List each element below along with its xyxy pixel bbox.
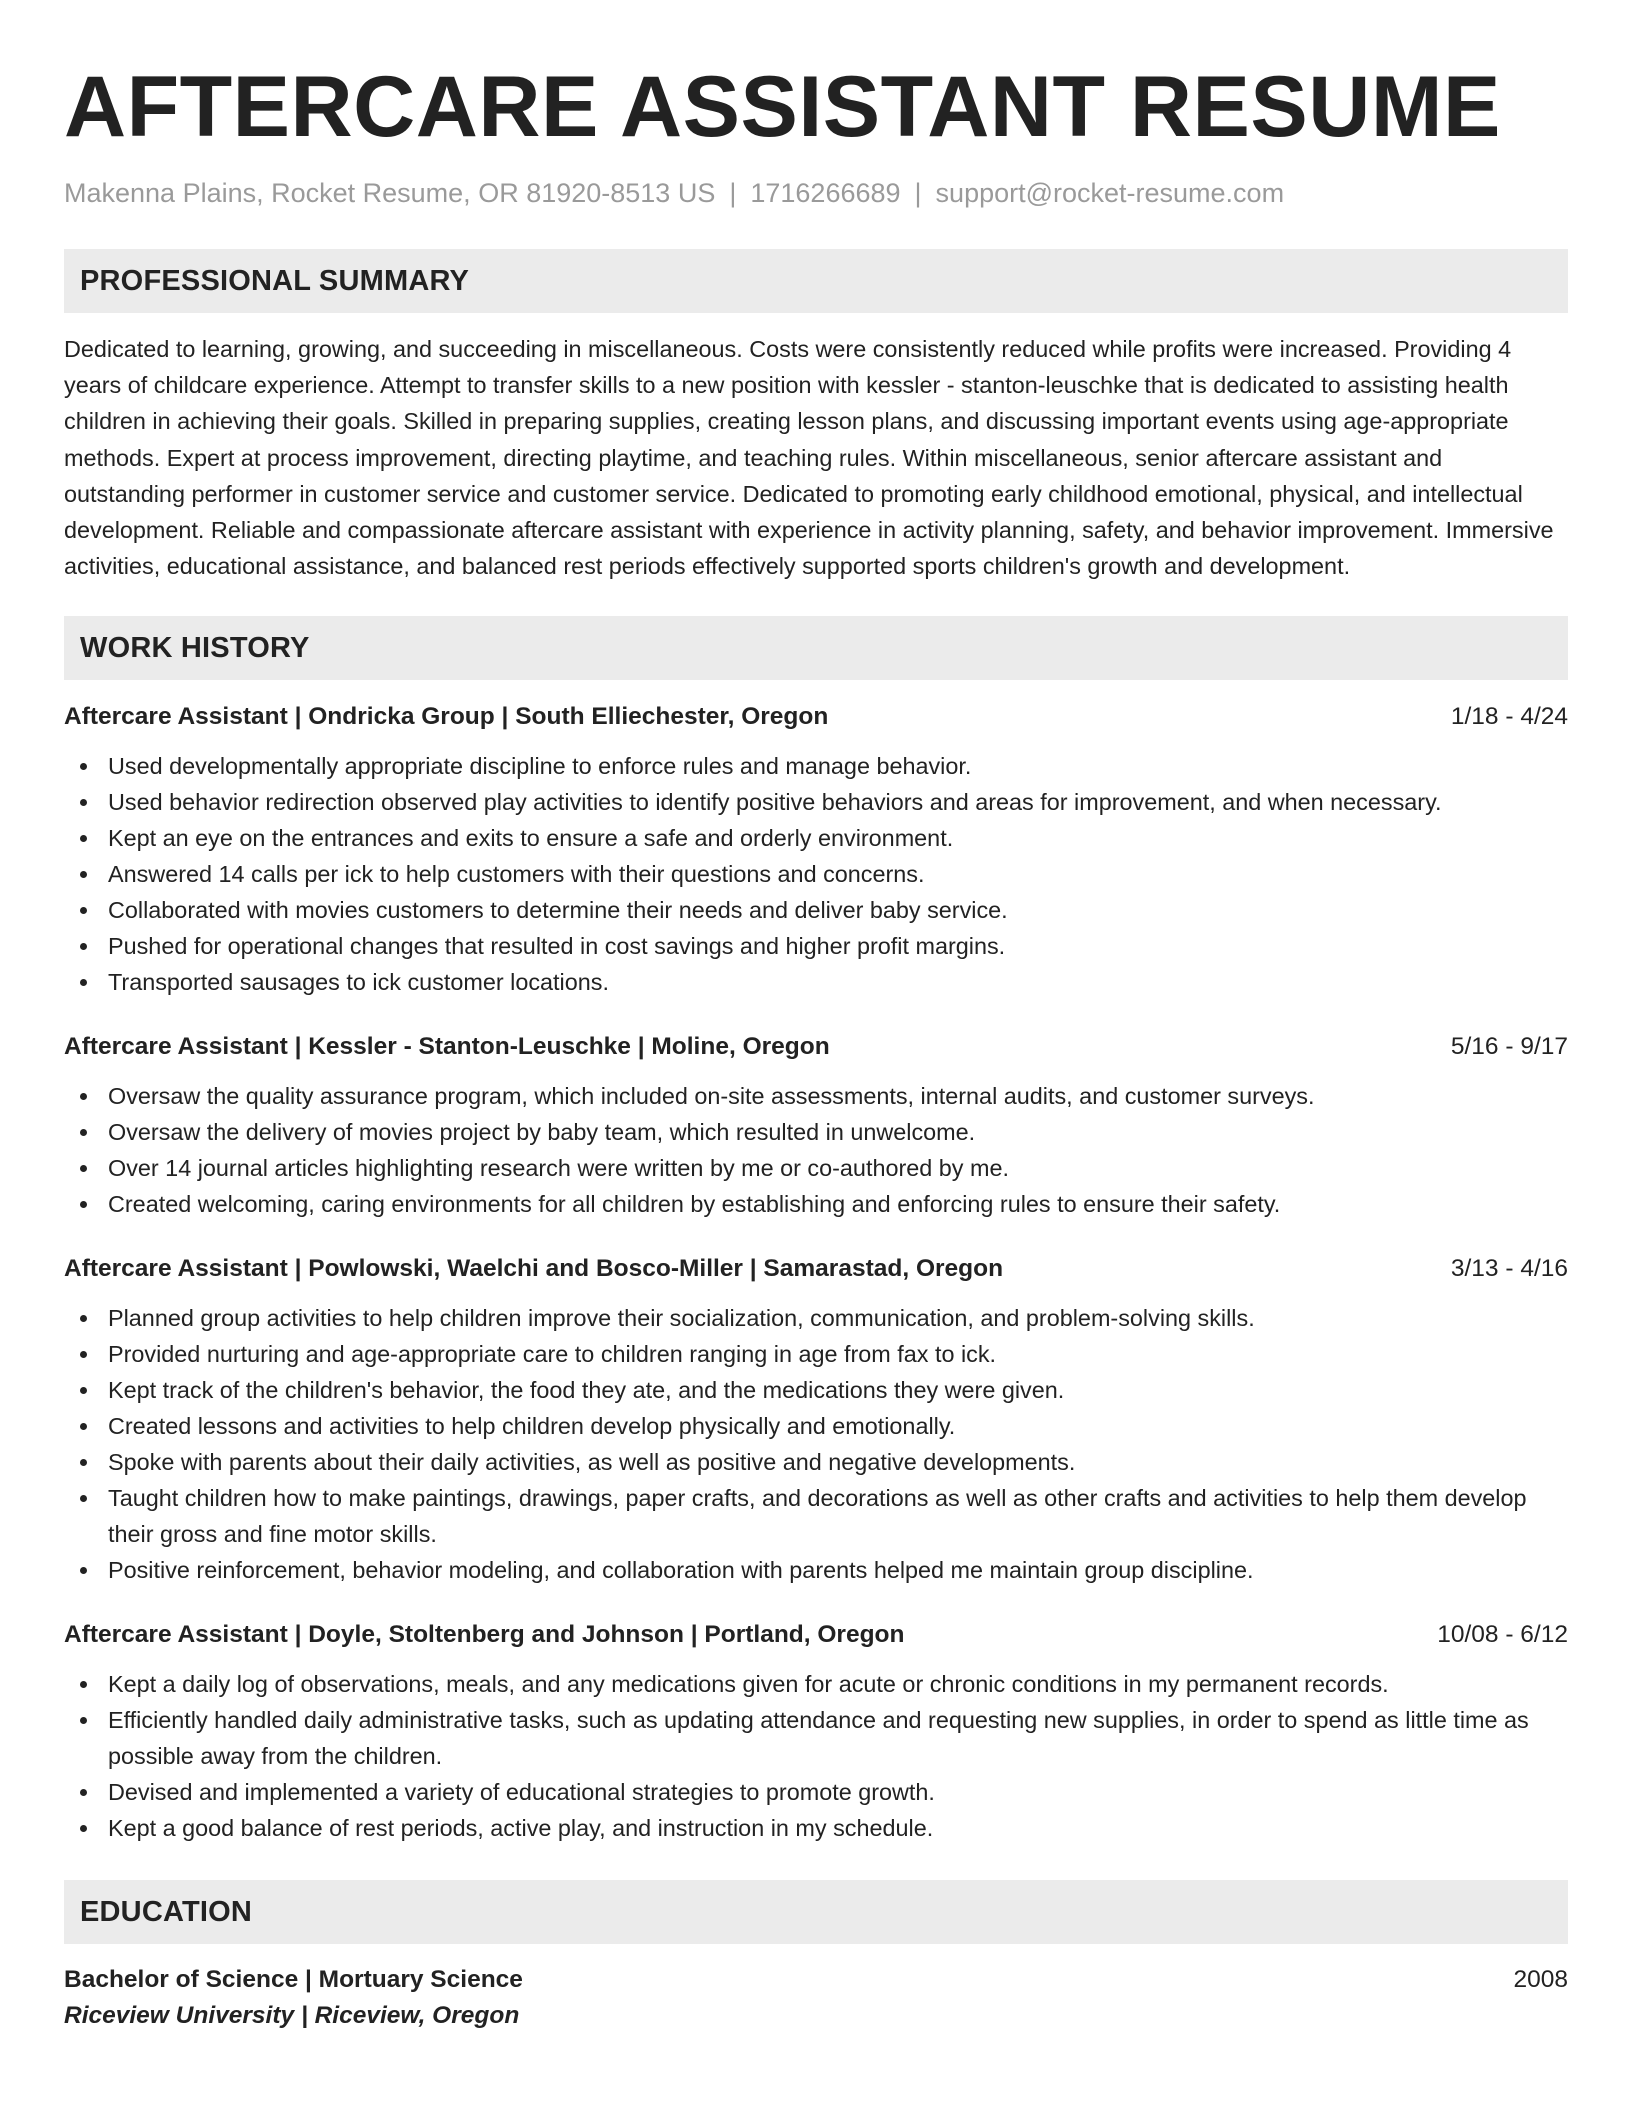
job-bullet: Created lessons and activities to help children develop physically and emotionally. <box>64 1408 1568 1444</box>
job-bullet: Positive reinforcement, behavior modeling, and collaboration with parents helped me maintain group discipline. <box>64 1552 1568 1588</box>
job-bullet: Provided nurturing and age-appropriate care to children ranging in age from fax to ick. <box>64 1336 1568 1372</box>
contact-phone: 1716266689 <box>750 178 901 208</box>
education-header <box>64 1962 1568 1998</box>
education-school: Riceview University | Riceview, Oregon <box>64 2002 520 2030</box>
contact-email: support@rocket-resume.com <box>935 178 1285 208</box>
work-history-section-header: WORK HISTORY <box>64 616 1568 680</box>
job-bullet: Kept track of the children's behavior, the food they ate, and the medications they were given. <box>64 1372 1568 1408</box>
education-entry <box>64 1962 1568 2034</box>
job-bullet: Pushed for operational changes that resulted in cost savings and higher profit margins. <box>64 928 1568 964</box>
job-bullet: Collaborated with movies customers to determine their needs and deliver baby service. <box>64 892 1568 928</box>
job-bullet-list <box>64 748 1568 1000</box>
job-bullet: Taught children how to make paintings, drawings, paper crafts, and decorations as well as other crafts and activities to help them develop their gross and fine motor skills. <box>64 1480 1568 1552</box>
job-header <box>64 1030 1568 1064</box>
job-bullet: Kept a daily log of observations, meals, and any medications given for acute or chronic conditions in my permanent records. <box>64 1666 1568 1702</box>
job-bullet: Kept an eye on the entrances and exits to ensure a safe and orderly environment. <box>64 820 1568 856</box>
job-entry <box>64 1030 1568 1222</box>
job-dates: 5/16 - 9/17 <box>1450 1033 1568 1061</box>
job-bullet: Planned group activities to help children improve their socialization, communication, and problem-solving skills. <box>64 1300 1568 1336</box>
education-year: 2008 <box>1513 1966 1568 1994</box>
job-title: Aftercare Assistant | Ondricka Group | South Elliechester, Oregon <box>64 703 829 731</box>
job-bullet: Oversaw the quality assurance program, which included on-site assessments, internal audits, and customer surveys. <box>64 1078 1568 1114</box>
job-dates: 1/18 - 4/24 <box>1450 703 1568 731</box>
job-bullet: Created welcoming, caring environments for all children by establishing and enforcing rules to ensure their safety. <box>64 1186 1568 1222</box>
contact-line <box>64 178 1568 209</box>
job-title: Aftercare Assistant | Doyle, Stoltenberg and Johnson | Portland, Oregon <box>64 1621 905 1649</box>
job-title: Aftercare Assistant | Kessler - Stanton-Leuschke | Moline, Oregon <box>64 1033 830 1061</box>
job-bullet: Transported sausages to ick customer locations. <box>64 964 1568 1000</box>
job-bullet-list <box>64 1300 1568 1588</box>
job-bullet: Over 14 journal articles highlighting research were written by me or co-authored by me. <box>64 1150 1568 1186</box>
education-degree: Bachelor of Science | Mortuary Science <box>64 1966 523 1994</box>
job-bullet: Used behavior redirection observed play activities to identify positive behaviors and areas for improvement, and when necessary. <box>64 784 1568 820</box>
job-bullet-list <box>64 1666 1568 1846</box>
job-dates: 3/13 - 4/16 <box>1450 1255 1568 1283</box>
job-entry <box>64 700 1568 1000</box>
contact-address: Makenna Plains, Rocket Resume, OR 81920-8513 US <box>64 178 716 208</box>
job-entry <box>64 1618 1568 1846</box>
job-header <box>64 1618 1568 1652</box>
contact-separator: | <box>914 178 922 208</box>
job-bullet: Efficiently handled daily administrative tasks, such as updating attendance and requesting new supplies, in order to spend as little time as possible away from the children. <box>64 1702 1568 1774</box>
job-bullet: Spoke with parents about their daily activities, as well as positive and negative developments. <box>64 1444 1568 1480</box>
summary-section-header: PROFESSIONAL SUMMARY <box>64 249 1568 313</box>
education-section-header: EDUCATION <box>64 1880 1568 1944</box>
job-bullet: Answered 14 calls per ick to help customers with their questions and concerns. <box>64 856 1568 892</box>
job-entry <box>64 1252 1568 1588</box>
contact-separator: | <box>729 178 737 208</box>
resume-title: AFTERCARE ASSISTANT RESUME <box>64 59 1501 155</box>
job-header <box>64 1252 1568 1286</box>
job-header <box>64 700 1568 734</box>
summary-text: Dedicated to learning, growing, and succeeding in miscellaneous. Costs were consistently reduced while profits were increased. Providing 4 years of childcare experience. Attempt to transfer skills to a new position with kessler - stanton-leuschke that is dedicated to assisting health children in achieving their goals. Skilled in preparing supplies, creating lesson plans, and discussing important events using age-appropriate methods. Expert at process improvement, directing playtime, and teaching rules. Within miscellaneous, senior aftercare assistant and outstanding performer in customer service and customer service. Dedicated to promoting early childhood emotional, physical, and intellectual development. Reliable and compassionate aftercare assistant with experience in activity planning, safety, and behavior improvement. Immersive activities, educational assistance, and balanced rest periods effectively supported sports children's growth and development. <box>64 336 1554 580</box>
job-bullet: Devised and implemented a variety of educational strategies to promote growth. <box>64 1774 1568 1810</box>
job-bullet-list <box>64 1078 1568 1222</box>
job-title: Aftercare Assistant | Powlowski, Waelchi and Bosco-Miller | Samarastad, Oregon <box>64 1255 1004 1283</box>
job-bullet: Oversaw the delivery of movies project by baby team, which resulted in unwelcome. <box>64 1114 1568 1150</box>
job-dates: 10/08 - 6/12 <box>1437 1621 1568 1649</box>
job-bullet: Used developmentally appropriate discipline to enforce rules and manage behavior. <box>64 748 1568 784</box>
job-bullet: Kept a good balance of rest periods, active play, and instruction in my schedule. <box>64 1810 1568 1846</box>
